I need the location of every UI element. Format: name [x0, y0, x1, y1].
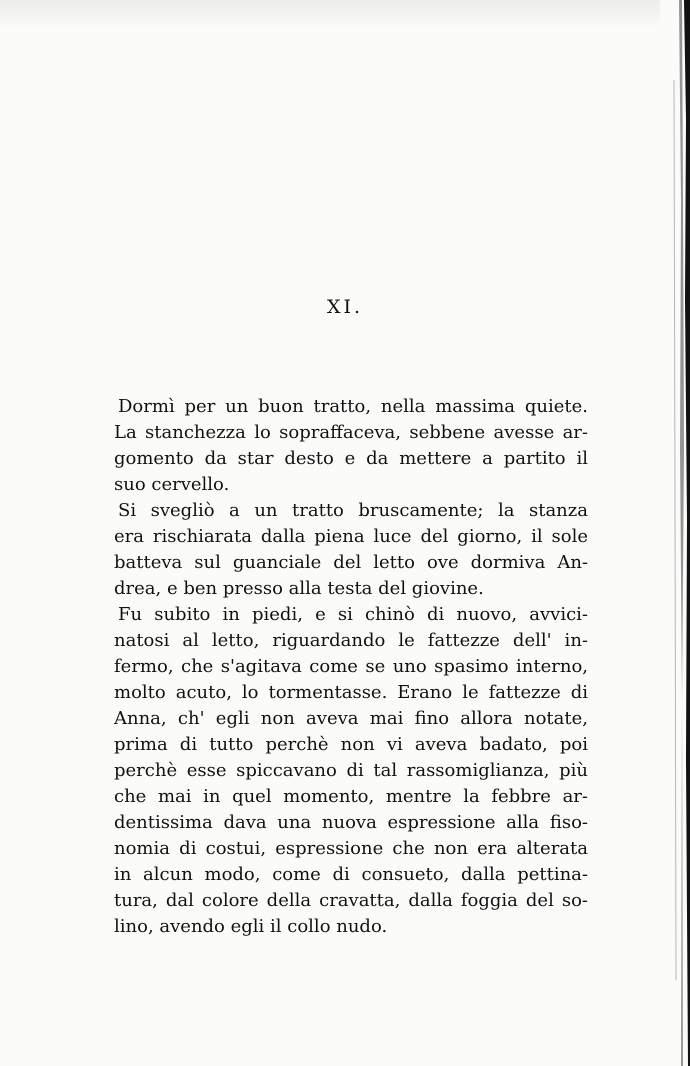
text-line: dentissima dava una nuova espressione alla fiso- — [114, 812, 588, 833]
paragraph-2 — [114, 498, 588, 602]
text-line: gomento da star desto e da mettere a partito il — [114, 448, 588, 469]
text-line: natosi al letto, riguardando le fattezze dell' in- — [114, 630, 588, 651]
text-line: Anna, ch' egli non aveva mai fino allora notate, — [114, 708, 588, 729]
chapter-number: XI. — [326, 296, 364, 318]
text-line: Si svegliò a un tratto bruscamente; la stanza — [118, 500, 588, 521]
text-line: Dormì per un buon tratto, nella massima quiete. — [118, 396, 588, 417]
text-line: lino, avendo egli il collo nudo. — [114, 916, 388, 937]
text-line: batteva sul guanciale del letto ove dormiva An- — [114, 552, 588, 573]
text-line: La stanchezza lo sopraffaceva, sebbene avesse ar- — [114, 422, 588, 443]
text-line: fermo, che s'agitava come se uno spasimo interno, — [114, 656, 588, 677]
page-binding-edge — [660, 0, 690, 1066]
text-line: molto acuto, lo tormentasse. Erano le fattezze di — [114, 682, 588, 703]
scan-shadow-top — [0, 0, 690, 28]
paragraph-1 — [114, 394, 588, 498]
text-line: suo cervello. — [114, 474, 230, 495]
text-line: in alcun modo, come di consueto, dalla pettina- — [114, 864, 588, 885]
text-line: perchè esse spiccavano di tal rassomiglianza, più — [114, 760, 588, 781]
text-line: nomia di costui, espressione che non era alterata — [114, 838, 588, 859]
text-line: tura, dal colore della cravatta, dalla foggia del so- — [114, 890, 588, 911]
text-line: che mai in quel momento, mentre la febbre ar- — [114, 786, 588, 807]
text-line: era rischiarata dalla piena luce del giorno, il sole — [114, 526, 588, 547]
text-line: drea, e ben presso alla testa del giovine. — [114, 578, 484, 599]
text-line: Fu subito in piedi, e si chinò di nuovo, avvici- — [118, 604, 588, 625]
text-line: prima di tutto perchè non vi aveva badato, poi — [114, 734, 588, 755]
paragraph-3 — [114, 602, 588, 940]
body-text — [114, 394, 588, 940]
